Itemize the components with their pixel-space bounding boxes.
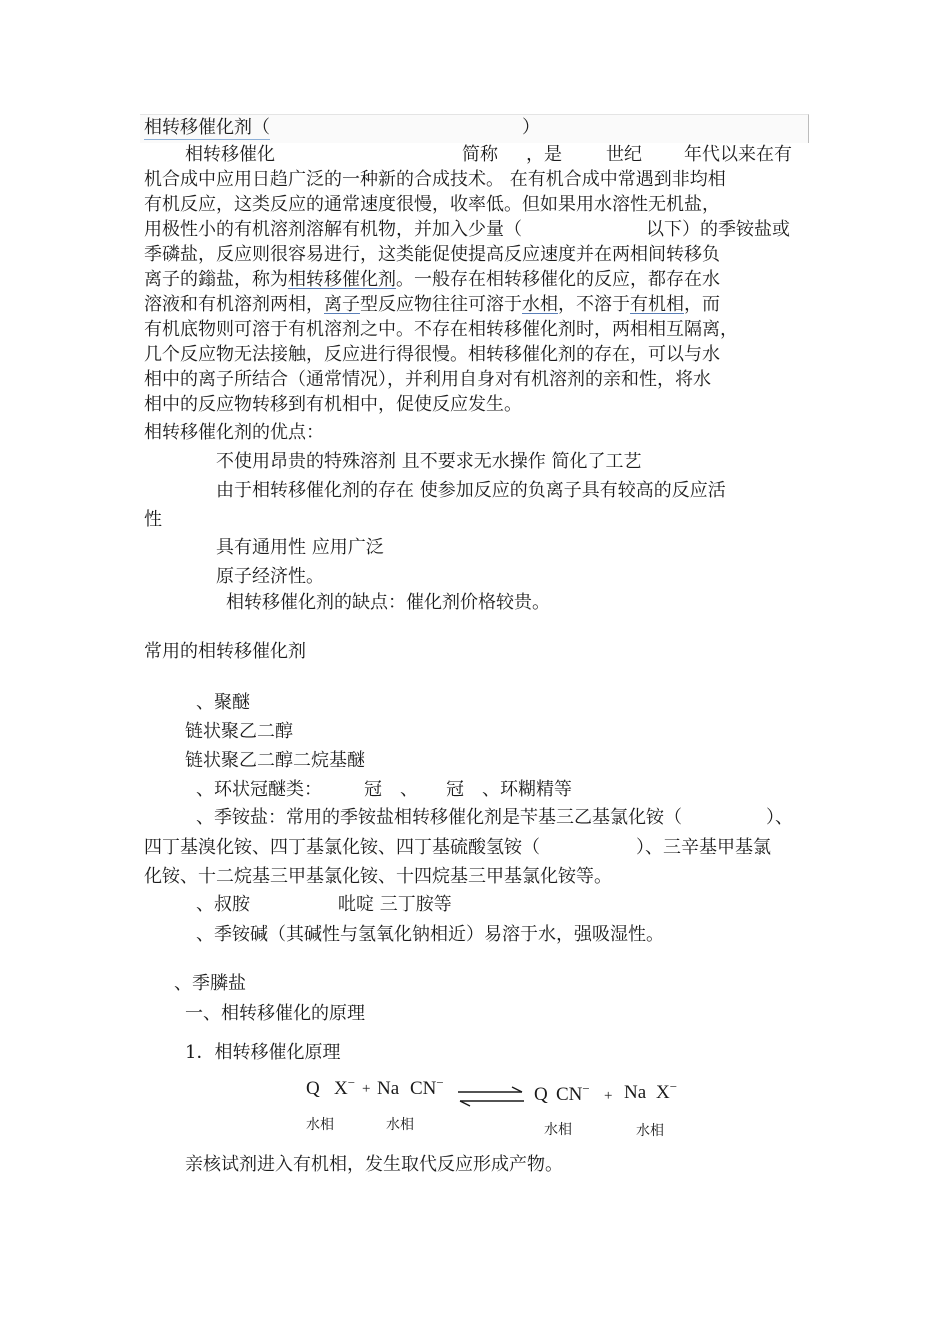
quat-close: ）、 bbox=[766, 807, 793, 828]
common-item-polyether: 、聚醚 bbox=[196, 692, 250, 713]
eq-q2: Q bbox=[534, 1084, 548, 1105]
common-item-crown: 、环状冠醚类： bbox=[196, 779, 322, 800]
eq-cn2: CN− bbox=[556, 1081, 590, 1105]
intro-line-6 bbox=[144, 268, 720, 292]
phase-label-4: 水相 bbox=[636, 1123, 664, 1139]
intro-is: ，是 bbox=[526, 144, 562, 165]
advantage-2-cont: 性 bbox=[144, 509, 162, 530]
intro-line-5: 季磷盐，反应则很容易进行，这类能促使提高反应速度并在两相间转移负 bbox=[144, 244, 720, 265]
intro-line-7e: ，不溶于 bbox=[558, 294, 630, 315]
principle-after: 亲核试剂进入有机相，发生取代反应形成产物。 bbox=[185, 1154, 563, 1175]
organic-phase-link[interactable]: 有机相 bbox=[630, 294, 684, 315]
intro-line-8: 有机底物则可溶于有机溶剂之中。不存在相转移催化剂时，两相相互隔离， bbox=[144, 319, 738, 340]
common-item-peg: 链状聚乙二醇 bbox=[185, 721, 293, 742]
disadvantage: 相转移催化剂的缺点：催化剂价格较贵。 bbox=[226, 592, 550, 613]
ptc-link[interactable]: 相转移催化剂 bbox=[288, 269, 396, 290]
intro-line-3: 有机反应，这类反应的通常速度很慢，收率低。但如果用水溶性无机盐， bbox=[144, 194, 720, 215]
intro-line-9: 几个反应物无法接触，反应进行得很慢。相转移催化剂的存在，可以与水 bbox=[144, 344, 720, 365]
common-item-quat: 、季铵盐：常用的季铵盐相转移催化剂是苄基三乙基氯化铵（ bbox=[196, 807, 682, 828]
eq-q1: Q bbox=[306, 1078, 320, 1099]
principle-subheading: 1．相转移催化原理 bbox=[185, 1042, 341, 1063]
intro-line-4: 用极性小的有机溶剂溶解有机物，并加入少量（ bbox=[144, 219, 522, 240]
intro-line-2: 机合成中应用日趋广泛的一种新的合成技术。 在有机合成中常遇到非均相 bbox=[144, 169, 726, 190]
eq-plus-1: + bbox=[362, 1081, 371, 1097]
intro-line-7 bbox=[144, 293, 720, 317]
aqueous-phase-link[interactable]: 水相 bbox=[522, 294, 558, 315]
intro-term: 相转移催化 bbox=[185, 144, 275, 165]
intro-line-7g: ，而 bbox=[684, 294, 720, 315]
eq-x1: X− bbox=[334, 1075, 356, 1099]
intro-line-6a: 离子的鎓盐，称为 bbox=[144, 269, 288, 290]
common-item-amine: 、叔胺 bbox=[196, 894, 250, 915]
phase-label-1: 水相 bbox=[306, 1117, 334, 1133]
intro-line-4b: 以下）的季铵盐或 bbox=[646, 219, 790, 240]
phase-label-2: 水相 bbox=[386, 1117, 414, 1133]
eq-na2: Na bbox=[624, 1082, 647, 1103]
advantages-heading: 相转移催化剂的优点： bbox=[144, 422, 324, 443]
intro-line-7c: 型反应物往往可溶于 bbox=[360, 294, 522, 315]
crown-rest: 、环糊精等 bbox=[482, 779, 572, 800]
principle-heading: 一、相转移催化的原理 bbox=[185, 1003, 365, 1024]
advantage-1: 不使用昂贵的特殊溶剂 且不要求无水操作 简化了工艺 bbox=[216, 451, 642, 472]
advantage-2: 由于相转移催化剂的存在 使参加反应的负离子具有较高的反应活 bbox=[216, 480, 726, 501]
common-item-phosphonium: 、季膦盐 bbox=[174, 973, 246, 994]
crown-1: 冠 bbox=[364, 779, 382, 800]
intro-decade: 年代以来在有 bbox=[684, 144, 792, 165]
intro-line-10: 相中的离子所结合（通常情况），并利用自身对有机溶剂的亲和性，将水 bbox=[144, 369, 711, 390]
intro-line-6c: 。一般存在相转移催化的反应，都存在水 bbox=[396, 269, 720, 290]
intro-abbr: 简称 bbox=[462, 144, 498, 165]
intro-century: 世纪 bbox=[606, 144, 642, 165]
eq-plus-2: + bbox=[604, 1088, 613, 1104]
common-item-quat-base: 、季铵碱（其碱性与氢氧化钠相近）易溶于水，强吸湿性。 bbox=[196, 924, 664, 945]
eq-na1: Na bbox=[377, 1078, 400, 1099]
title-text: 相转移催化剂 bbox=[144, 117, 252, 138]
equilibrium-arrow-icon bbox=[456, 1086, 526, 1108]
advantage-3: 具有通用性 应用广泛 bbox=[216, 537, 384, 558]
crown-sep: 、 bbox=[400, 779, 418, 800]
intro-line-7a: 溶液和有机溶剂两相， bbox=[144, 294, 324, 315]
eq-x2: X− bbox=[656, 1079, 678, 1103]
intro-line-11: 相中的反应物转移到有机相中，促使反应发生。 bbox=[144, 394, 522, 415]
title-paren-close: ） bbox=[522, 117, 540, 138]
advantage-4: 原子经济性。 bbox=[216, 566, 324, 587]
eq-cn1: CN− bbox=[410, 1075, 444, 1099]
phase-label-3: 水相 bbox=[544, 1122, 572, 1138]
common-item-peg-ether: 链状聚乙二醇二烷基醚 bbox=[185, 750, 365, 771]
ion-link[interactable]: 离子 bbox=[324, 294, 360, 315]
title-paren-open: （ bbox=[252, 117, 270, 138]
document-title bbox=[144, 116, 270, 140]
quat-line-2b: ）、三辛基甲基氯 bbox=[636, 837, 771, 858]
quat-line-2: 四丁基溴化铵、四丁基氯化铵、四丁基硫酸氢铵（ bbox=[144, 837, 540, 858]
amine-rest: 吡啶 三丁胺等 bbox=[338, 894, 452, 915]
quat-line-3: 化铵、十二烷基三甲基氯化铵、十四烷基三甲基氯化铵等。 bbox=[144, 866, 612, 887]
common-heading: 常用的相转移催化剂 bbox=[144, 641, 306, 662]
crown-2: 冠 bbox=[446, 779, 464, 800]
